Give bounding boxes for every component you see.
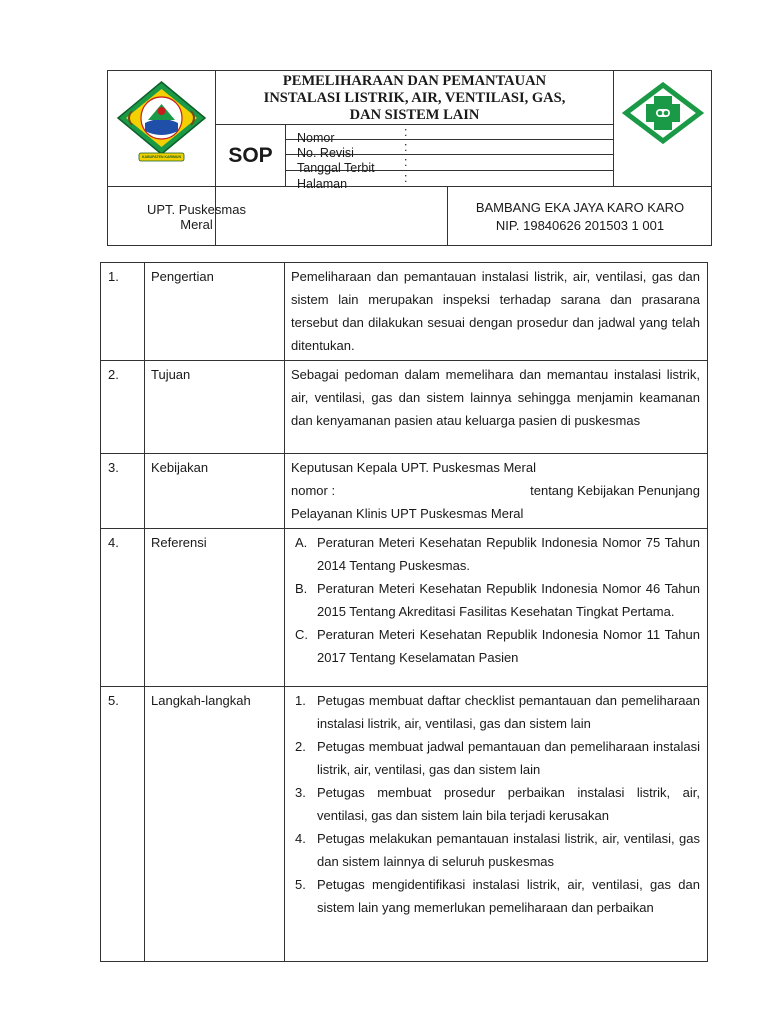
list-marker: 4. xyxy=(295,831,306,846)
title-line-1: PEMELIHARAAN DAN PEMANTAUAN xyxy=(282,73,547,89)
meta-row-nomor xyxy=(286,125,613,145)
section-number: 2. xyxy=(101,361,145,454)
policy-line-3: Pelayanan Klinis UPT Puskesmas Meral xyxy=(291,506,524,521)
meta-row-halaman xyxy=(286,171,613,191)
policy-line-1: Keputusan Kepala UPT. Puskesmas Meral xyxy=(291,460,536,475)
list-item xyxy=(291,531,700,577)
table-row xyxy=(101,529,708,687)
sop-content-table xyxy=(100,262,708,962)
section-number: 1. xyxy=(101,263,145,361)
meta-row-revisi xyxy=(286,140,613,160)
list-item xyxy=(291,577,700,623)
list-marker: 2. xyxy=(295,739,306,754)
meta-row-tanggal xyxy=(286,155,613,175)
section-content xyxy=(285,529,708,687)
signer-name: BAMBANG EKA JAYA KARO KARO xyxy=(475,199,685,215)
list-item xyxy=(291,623,700,669)
sop-header xyxy=(107,70,712,246)
list-item xyxy=(291,689,700,735)
steps-list xyxy=(291,689,700,919)
section-label: Langkah-langkah xyxy=(145,687,285,962)
sop-label: SOP xyxy=(228,143,273,167)
meta-colon: : xyxy=(404,125,408,139)
meta-label: Nomor xyxy=(297,131,335,145)
list-item xyxy=(291,781,700,827)
section-content xyxy=(285,263,708,361)
section-content xyxy=(285,361,708,454)
regency-emblem-icon xyxy=(108,71,215,186)
section-label: Pengertian xyxy=(145,263,285,361)
regency-logo xyxy=(108,71,215,186)
meta-colon: : xyxy=(404,155,408,169)
list-item-text: Petugas mengidentifikasi instalasi listrik, air, ventilasi, gas dan sistem lain yang memerlukan pemeliharaan dan perbaikan xyxy=(317,877,700,915)
list-marker: 1. xyxy=(295,693,306,708)
section-text: Sebagai pedoman dalam memelihara dan memantau instalasi listrik, air, ventilasi, gas dan sistem lainnya sehingga menjamin keamanan dan kenyamanan pasien atau keluarga pasien di puskesmas xyxy=(291,367,700,428)
regency-logo-caption: KABUPATEN KARIMUN xyxy=(142,155,181,159)
meta-label: Tanggal Terbit xyxy=(297,161,375,175)
health-logo xyxy=(614,71,712,186)
list-marker: B. xyxy=(295,581,308,596)
meta-colon: : xyxy=(404,171,408,185)
list-marker: A. xyxy=(295,535,308,550)
puskesmas-cross-icon xyxy=(614,71,712,186)
unit-line-2: Meral xyxy=(180,216,213,232)
section-content xyxy=(285,454,708,529)
table-row xyxy=(101,687,708,962)
section-label: Tujuan xyxy=(145,361,285,454)
section-text: Pemeliharaan dan pemantauan instalasi listrik, air, ventilasi, gas dan sistem lain merupakan inspeksi terhadap sarana dan prasarana tersebut dan dilakukan sesuai dengan prosedur dan jadwal yang telah ditentukan. xyxy=(291,269,700,353)
section-number: 3. xyxy=(101,454,145,529)
list-marker: 5. xyxy=(295,877,306,892)
list-marker: 3. xyxy=(295,785,306,800)
list-item-text: Peraturan Meteri Kesehatan Republik Indonesia Nomor 46 Tahun 2015 Tentang Akreditasi Fasilitas Kesehatan Tingkat Pertama. xyxy=(317,581,700,619)
meta-colon: : xyxy=(404,140,408,154)
meta-label: No. Revisi xyxy=(297,146,354,160)
list-item xyxy=(291,735,700,781)
section-label: Referensi xyxy=(145,529,285,687)
table-row xyxy=(101,361,708,454)
section-content xyxy=(285,687,708,962)
policy-line-2 xyxy=(291,479,700,502)
list-item-text: Petugas membuat prosedur perbaikan instalasi listrik, air, ventilasi, gas dan sistem lain bila terjadi kerusakan xyxy=(317,785,700,823)
signer-nip: NIP. 19840626 201503 1 001 xyxy=(495,217,665,233)
unit-line-1: UPT. Puskesmas xyxy=(147,201,246,217)
title-line-2: INSTALASI LISTRIK, AIR, VENTILASI, GAS, xyxy=(263,90,566,106)
list-item xyxy=(291,827,700,873)
list-item-text: Petugas membuat jadwal pemantauan dan pemeliharaan instalasi listrik, air, ventilasi, gas dan sistem lain xyxy=(317,739,700,777)
list-item-text: Petugas melakukan pemantauan instalasi listrik, air, ventilasi, gas dan sistem lainnya di seluruh puskesmas xyxy=(317,831,700,869)
section-label: Kebijakan xyxy=(145,454,285,529)
signer-block xyxy=(448,187,712,246)
list-item xyxy=(291,873,700,919)
table-row xyxy=(101,263,708,361)
table-row xyxy=(101,454,708,529)
meta-label: Halaman xyxy=(297,177,348,191)
title-line-3: DAN SISTEM LAIN xyxy=(349,107,480,123)
reference-list xyxy=(291,531,700,669)
section-number: 4. xyxy=(101,529,145,687)
unit-name xyxy=(108,187,285,246)
document-title xyxy=(216,71,613,125)
policy-subject: tentang Kebijakan Penunjang xyxy=(530,483,700,498)
section-number: 5. xyxy=(101,687,145,962)
list-item-text: Peraturan Meteri Kesehatan Republik Indonesia Nomor 11 Tahun 2017 Tentang Keselamatan Pasien xyxy=(317,627,700,665)
list-item-text: Peraturan Meteri Kesehatan Republik Indonesia Nomor 75 Tahun 2014 Tentang Puskesmas. xyxy=(317,535,700,573)
list-item-text: Petugas membuat daftar checklist pemantauan dan pemeliharaan instalasi listrik, air, ventilasi, gas dan sistem lain xyxy=(317,693,700,731)
list-marker: C. xyxy=(295,627,308,642)
policy-number-label: nomor : xyxy=(291,483,336,498)
